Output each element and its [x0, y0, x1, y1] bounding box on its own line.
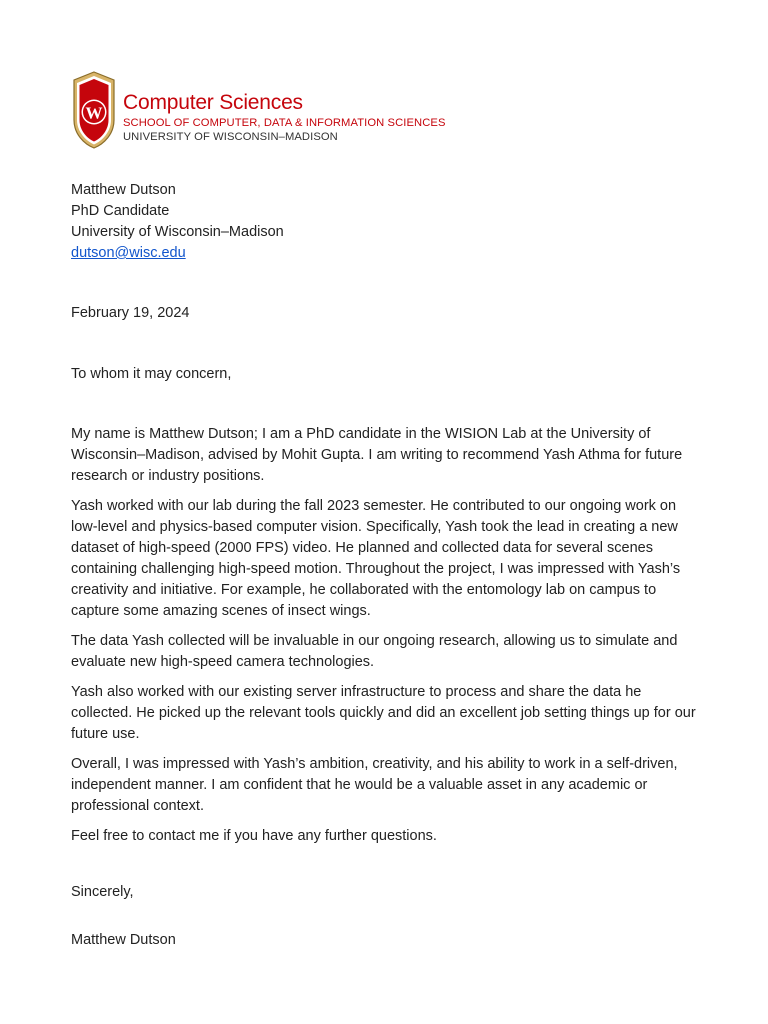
letter-date: February 19, 2024 — [71, 305, 190, 321]
paragraph: The data Yash collected will be invaluable in our ongoing research, allowing us to simulate and evaluate new high-speed camera technologies. — [71, 633, 678, 670]
sender-affiliation: University of Wisconsin–Madison — [71, 224, 284, 240]
university-name: UNIVERSITY OF WISCONSIN–MADISON — [123, 131, 338, 143]
paragraph: Yash worked with our lab during the fall 2023 semester. He contributed to our ongoing work on low-level and physics-based computer vision. Specifically, Yash took the lead in creating a new dataset of high-speed (2000 FPS) video. He planned and collected data for several scenes containing challenging high-speed motion. Throughout the project, I was impressed with Yash’s creativity and initiative. For example, he collaborated with the entomology lab on campus to capture some amazing scenes of insect wings. — [71, 498, 681, 619]
paragraph: Yash also worked with our existing server infrastructure to process and share the data he collected. He picked up the relevant tools quickly and did an excellent job setting things up for our future use. — [71, 684, 696, 742]
sender-block — [71, 180, 701, 264]
sender-title: PhD Candidate — [71, 203, 170, 219]
uw-crest-logo — [70, 70, 118, 150]
crest-letter: W — [85, 103, 103, 123]
paragraph: Feel free to contact me if you have any further questions. — [71, 828, 437, 844]
paragraph: Overall, I was impressed with Yash’s ambition, creativity, and his ability to work in a self-driven, independent manner. I am confident that he would be a valuable asset in any academic or professional context. — [71, 756, 678, 814]
school-name: SCHOOL OF COMPUTER, DATA & INFORMATION SCIENCES — [123, 117, 446, 129]
closing: Sincerely, — [71, 884, 134, 900]
sender-email-link[interactable]: dutson@wisc.edu — [71, 245, 186, 261]
department-title: Computer Sciences — [123, 91, 303, 114]
letter-body — [71, 424, 701, 856]
salutation: To whom it may concern, — [71, 366, 232, 382]
sender-name: Matthew Dutson — [71, 182, 176, 198]
paragraph: My name is Matthew Dutson; I am a PhD candidate in the WISION Lab at the University of Wisconsin–Madison, advised by Mohit Gupta. I am writing to recommend Yash Athma for future research or industry positions. — [71, 426, 683, 484]
signature-name: Matthew Dutson — [71, 932, 176, 948]
